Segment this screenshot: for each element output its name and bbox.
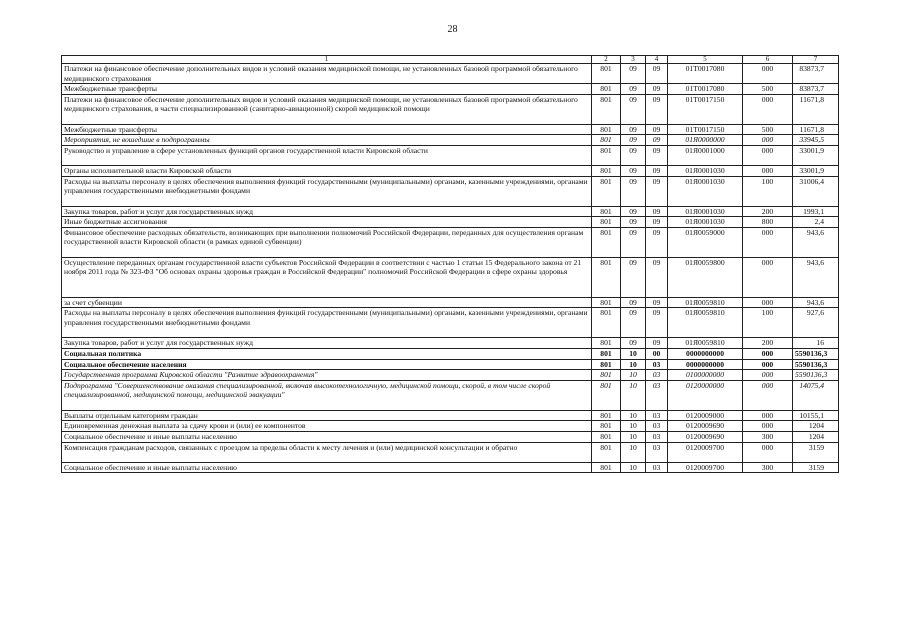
target-item-code: 01Я0001030 [668, 217, 743, 228]
subsection-code: 03 [646, 410, 668, 421]
section-code: 09 [621, 257, 646, 297]
amount-value: 5590136,3 [793, 359, 839, 370]
ministry-code: 801 [592, 410, 621, 421]
expense-item-name: Социальное обеспечение населения [62, 359, 592, 370]
target-item-code: 01Я0059810 [668, 297, 743, 308]
section-code: 09 [621, 165, 646, 176]
ministry-code: 801 [592, 165, 621, 176]
ministry-code: 801 [592, 338, 621, 349]
target-item-code: 0120009690 [668, 431, 743, 442]
ministry-code: 801 [592, 462, 621, 473]
amount-value: 31006,4 [793, 176, 839, 206]
target-item-code: 01Я0059000 [668, 227, 743, 257]
ministry-code: 801 [592, 380, 621, 410]
expense-type-code: 000 [743, 64, 793, 84]
table-row [62, 348, 839, 359]
target-item-code: 0120009690 [668, 421, 743, 432]
target-item-code: 0120009000 [668, 410, 743, 421]
section-code: 09 [621, 84, 646, 95]
subsection-code: 00 [646, 348, 668, 359]
section-code: 10 [621, 370, 646, 381]
table-row [62, 176, 839, 206]
section-code: 09 [621, 64, 646, 84]
amount-value: 14075,4 [793, 380, 839, 410]
section-code: 09 [621, 94, 646, 124]
expense-type-code: 100 [743, 308, 793, 338]
column-number-header-row [62, 56, 839, 64]
table-row [62, 462, 839, 473]
expense-type-code: 000 [743, 257, 793, 297]
amount-value: 943,6 [793, 227, 839, 257]
table-row [62, 64, 839, 84]
table-row [62, 206, 839, 217]
column-number: 6 [743, 56, 793, 64]
expense-item-name: Осуществление переданных органам государственной власти субъектов Российской Федерации в соответствии с частью 1 статьи 15 Федерального закона от 21 ноября 2011 года № 323-ФЗ "Об основах охраны здоровья граждан в Российской Федерации" полномочий Российской Федерации в сфере охраны здоровья [62, 257, 592, 297]
expense-type-code: 500 [743, 124, 793, 135]
expense-item-name: Расходы на выплаты персоналу в целях обеспечения выполнения функций государственными (муниципальными) органами, казенными учреждениями, органами управления государственными внебюджетными фондами [62, 176, 592, 206]
table-row [62, 308, 839, 338]
expense-type-code: 800 [743, 217, 793, 228]
section-code: 10 [621, 348, 646, 359]
subsection-code: 03 [646, 421, 668, 432]
target-item-code: 0000000000 [668, 348, 743, 359]
subsection-code: 03 [646, 359, 668, 370]
expense-type-code: 000 [743, 297, 793, 308]
table-row [62, 257, 839, 297]
section-code: 10 [621, 431, 646, 442]
target-item-code: 01Я0059810 [668, 308, 743, 338]
table-row [62, 145, 839, 165]
amount-value: 927,6 [793, 308, 839, 338]
subsection-code: 09 [646, 64, 668, 84]
expense-item-name: Закупка товаров, работ и услуг для государственных нужд [62, 206, 592, 217]
section-code: 09 [621, 206, 646, 217]
subsection-code: 03 [646, 442, 668, 462]
column-number: 1 [62, 56, 592, 64]
subsection-code: 03 [646, 370, 668, 381]
expense-item-name: Органы исполнительной власти Кировской области [62, 165, 592, 176]
target-item-code: 01Я0001030 [668, 165, 743, 176]
expense-type-code: 000 [743, 370, 793, 381]
ministry-code: 801 [592, 421, 621, 432]
expense-item-name: Расходы на выплаты персоналу в целях обеспечения выполнения функций государственными (муниципальными) органами, казенными учреждениями, органами управления государственными внебюджетными фондами [62, 308, 592, 338]
target-item-code: 0120009700 [668, 462, 743, 473]
ministry-code: 801 [592, 217, 621, 228]
expense-type-code: 300 [743, 462, 793, 473]
section-code: 10 [621, 359, 646, 370]
ministry-code: 801 [592, 206, 621, 217]
budget-table-body [62, 56, 839, 473]
expense-item-name: Платежи на финансовое обеспечение дополнительных видов и условий оказания медицинской помощи, не установленных базовой программой обязательного медицинского страхования, в части специализированной (санитарно-авиационной) скорой медицинской помощи [62, 94, 592, 124]
ministry-code: 801 [592, 64, 621, 84]
amount-value: 11671,8 [793, 124, 839, 135]
section-code: 09 [621, 338, 646, 349]
expense-type-code: 000 [743, 165, 793, 176]
subsection-code: 03 [646, 431, 668, 442]
target-item-code: 0100000000 [668, 370, 743, 381]
ministry-code: 801 [592, 94, 621, 124]
ministry-code: 801 [592, 297, 621, 308]
expense-type-code: 000 [743, 145, 793, 165]
expense-type-code: 000 [743, 410, 793, 421]
table-row [62, 380, 839, 410]
expense-item-name: Иные бюджетные ассигнования [62, 217, 592, 228]
target-item-code: 0000000000 [668, 359, 743, 370]
target-item-code: 01Т0017150 [668, 94, 743, 124]
target-item-code: 01Я0000000 [668, 135, 743, 146]
expense-item-name: Социальная политика [62, 348, 592, 359]
target-item-code: 01Т0017080 [668, 84, 743, 95]
table-row [62, 217, 839, 228]
amount-value: 1993,1 [793, 206, 839, 217]
expense-item-name: Платежи на финансовое обеспечение дополнительных видов и условий оказания медицинской помощи, не установленных базовой программой обязательного медицинского страхования [62, 64, 592, 84]
table-row [62, 94, 839, 124]
amount-value: 16 [793, 338, 839, 349]
section-code: 09 [621, 297, 646, 308]
expense-type-code: 200 [743, 206, 793, 217]
subsection-code: 09 [646, 338, 668, 349]
ministry-code: 801 [592, 145, 621, 165]
subsection-code: 09 [646, 124, 668, 135]
amount-value: 1204 [793, 421, 839, 432]
target-item-code: 01Т0017150 [668, 124, 743, 135]
target-item-code: 01Я0001000 [668, 145, 743, 165]
column-number: 4 [646, 56, 668, 64]
expense-item-name: Единовременная денежная выплата за сдачу крови и (или) ее компонентов [62, 421, 592, 432]
subsection-code: 03 [646, 462, 668, 473]
expense-type-code: 000 [743, 135, 793, 146]
amount-value: 1204 [793, 431, 839, 442]
amount-value: 83873,7 [793, 64, 839, 84]
subsection-code: 09 [646, 135, 668, 146]
expense-item-name: Компенсация гражданам расходов, связанных с проездом за пределы области к месту лечения и (или) медицинской консультации и обратно [62, 442, 592, 462]
table-row [62, 165, 839, 176]
expense-item-name: Руководство и управление в сфере установленных функций органов государственной власти Кировской области [62, 145, 592, 165]
expense-type-code: 000 [743, 227, 793, 257]
ministry-code: 801 [592, 124, 621, 135]
column-number: 5 [668, 56, 743, 64]
ministry-code: 801 [592, 348, 621, 359]
budget-table [61, 55, 839, 473]
expense-item-name: Выплаты отдельным категориям граждан [62, 410, 592, 421]
expense-type-code: 000 [743, 442, 793, 462]
amount-value: 33001,9 [793, 165, 839, 176]
ministry-code: 801 [592, 442, 621, 462]
target-item-code: 01Я0001030 [668, 206, 743, 217]
expense-type-code: 300 [743, 431, 793, 442]
ministry-code: 801 [592, 84, 621, 95]
section-code: 10 [621, 380, 646, 410]
subsection-code: 09 [646, 308, 668, 338]
amount-value: 943,6 [793, 297, 839, 308]
expense-type-code: 000 [743, 380, 793, 410]
section-code: 09 [621, 308, 646, 338]
subsection-code: 09 [646, 206, 668, 217]
expense-item-name: Межбюджетные трансферты [62, 84, 592, 95]
table-row [62, 135, 839, 146]
expense-item-name: Подпрограмма "Совершенствование оказания специализированной, включая высокотехнологичную, медицинской помощи, скорой, в том числе скорой специализированной, медицинской помощи, медицинской эвакуации" [62, 380, 592, 410]
expense-type-code: 000 [743, 421, 793, 432]
table-row [62, 442, 839, 462]
expense-item-name: Социальное обеспечение и иные выплаты населению [62, 431, 592, 442]
target-item-code: 0120009700 [668, 442, 743, 462]
table-row [62, 421, 839, 432]
amount-value: 5590136,3 [793, 370, 839, 381]
subsection-code: 09 [646, 176, 668, 206]
column-number: 2 [592, 56, 621, 64]
target-item-code: 01Я0059800 [668, 257, 743, 297]
subsection-code: 09 [646, 94, 668, 124]
section-code: 10 [621, 462, 646, 473]
amount-value: 5590136,3 [793, 348, 839, 359]
amount-value: 10155,1 [793, 410, 839, 421]
page-number: 28 [447, 24, 458, 35]
expense-type-code: 000 [743, 359, 793, 370]
subsection-code: 09 [646, 145, 668, 165]
section-code: 09 [621, 227, 646, 257]
column-number: 3 [621, 56, 646, 64]
expense-item-name: Закупка товаров, работ и услуг для государственных нужд [62, 338, 592, 349]
table-row [62, 338, 839, 349]
expense-type-code: 100 [743, 176, 793, 206]
section-code: 09 [621, 145, 646, 165]
section-code: 09 [621, 135, 646, 146]
expense-type-code: 200 [743, 338, 793, 349]
section-code: 10 [621, 410, 646, 421]
table-row [62, 124, 839, 135]
table-row [62, 297, 839, 308]
expense-item-name: Мероприятия, не вошедшие в подпрограммы [62, 135, 592, 146]
section-code: 10 [621, 442, 646, 462]
section-code: 10 [621, 421, 646, 432]
expense-item-name: Межбюджетные трансферты [62, 124, 592, 135]
subsection-code: 09 [646, 84, 668, 95]
ministry-code: 801 [592, 135, 621, 146]
ministry-code: 801 [592, 431, 621, 442]
amount-value: 33001,9 [793, 145, 839, 165]
subsection-code: 09 [646, 227, 668, 257]
table-row [62, 370, 839, 381]
ministry-code: 801 [592, 308, 621, 338]
amount-value: 83873,7 [793, 84, 839, 95]
section-code: 09 [621, 176, 646, 206]
subsection-code: 09 [646, 217, 668, 228]
amount-value: 3159 [793, 442, 839, 462]
amount-value: 2,4 [793, 217, 839, 228]
expense-item-name: за счет субвенции [62, 297, 592, 308]
target-item-code: 01Я0059810 [668, 338, 743, 349]
target-item-code: 01Т0017080 [668, 64, 743, 84]
table-row [62, 410, 839, 421]
amount-value: 3159 [793, 462, 839, 473]
expense-type-code: 000 [743, 94, 793, 124]
ministry-code: 801 [592, 359, 621, 370]
amount-value: 943,6 [793, 257, 839, 297]
expense-item-name: Социальное обеспечение и иные выплаты населению [62, 462, 592, 473]
subsection-code: 09 [646, 257, 668, 297]
section-code: 09 [621, 124, 646, 135]
expense-type-code: 500 [743, 84, 793, 95]
target-item-code: 01Я0001030 [668, 176, 743, 206]
subsection-code: 03 [646, 380, 668, 410]
ministry-code: 801 [592, 257, 621, 297]
table-row [62, 359, 839, 370]
expense-item-name: Государственная программа Кировской области "Развитие здравоохранения" [62, 370, 592, 381]
amount-value: 11671,8 [793, 94, 839, 124]
table-row [62, 431, 839, 442]
column-number: 7 [793, 56, 839, 64]
ministry-code: 801 [592, 227, 621, 257]
subsection-code: 09 [646, 297, 668, 308]
ministry-code: 801 [592, 370, 621, 381]
expense-type-code: 000 [743, 348, 793, 359]
expense-item-name: Финансовое обеспечение расходных обязательств, возникающих при выполнении полномочий Российской Федерации, переданных для осуществления органам государственной власти Кировской области (в рамках единой субвенции) [62, 227, 592, 257]
table-row [62, 227, 839, 257]
table-row [62, 84, 839, 95]
amount-value: 33945,5 [793, 135, 839, 146]
target-item-code: 0120000000 [668, 380, 743, 410]
ministry-code: 801 [592, 176, 621, 206]
section-code: 09 [621, 217, 646, 228]
subsection-code: 09 [646, 165, 668, 176]
